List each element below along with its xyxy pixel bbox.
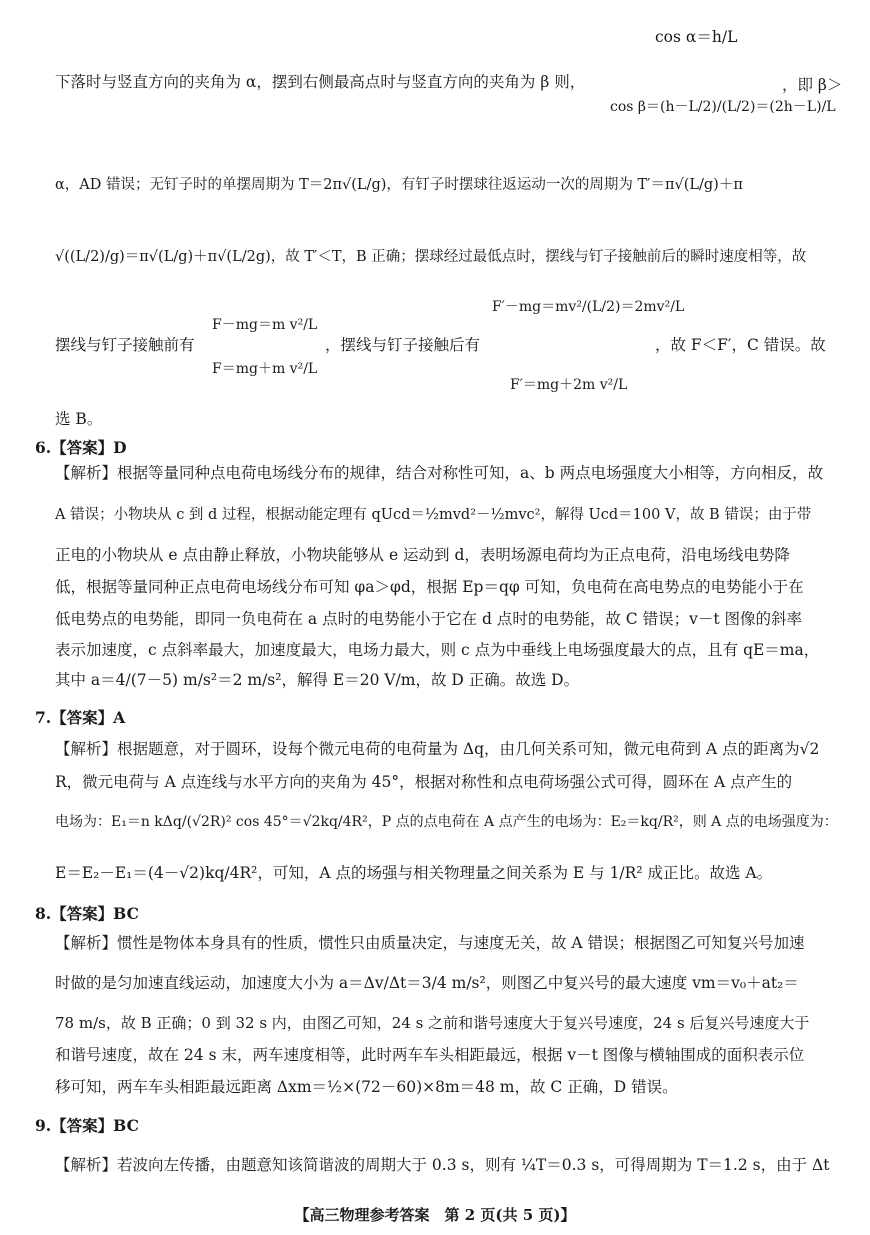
q5-line-2: α，AD 错误；无钉子时的单摆周期为 T＝2π√(L/g)，有钉子时摆球往返运动一次的周期为 T′＝π√(L/g)＋π: [55, 177, 743, 193]
q6-answer: 6.【答案】D: [35, 438, 127, 457]
q5-line-4a: 摆线与钉子接触前有: [55, 336, 195, 354]
q6-line-6: 表示加速度，c 点斜率最大，加速度最大，电场力最大，则 c 点为中垂线上电场强度最大的点，且有 qE＝ma，: [55, 641, 820, 659]
q7-line-1: 【解析】根据题意，对于圆环，设每个微元电荷的电荷量为 Δq，由几何关系可知，微元电荷到 A 点的距离为√2: [55, 740, 820, 758]
page-footer: 【高三物理参考答案 第 2 页(共 5 页)】: [294, 1206, 576, 1224]
eq-before-2: F＝mg＋m v²/L: [212, 361, 318, 377]
q5-line-4c: ，故 F＜F′，C 错误。故: [655, 336, 826, 354]
q8-line-5: 移可知，两车车头相距最远距离 Δxm＝½×(72－60)×8m＝48 m，故 C 正确，D 错误。: [55, 1078, 678, 1096]
q5-line-1: 下落时与竖直方向的夹角为 α，摆到右侧最高点时与竖直方向的夹角为 β 则，: [55, 73, 586, 91]
q8-line-1: 【解析】惯性是物体本身具有的性质，惯性只由质量决定，与速度无关，故 A 错误；根据图乙可知复兴号加速: [55, 934, 805, 952]
cos-beta-eq: cos β＝(h－L/2)/(L/2)＝(2h－L)/L: [610, 99, 836, 115]
q8-line-3: 78 m/s，故 B 正确；0 到 32 s 内，由图乙可知，24 s 之前和谐号速度大于复兴号速度，24 s 后复兴号速度大于: [55, 1014, 810, 1032]
q6-line-7: 其中 a＝4/(7－5) m/s²＝2 m/s²，解得 E＝20 V/m，故 D 正确。故选 D。: [55, 671, 580, 689]
q5-line-4b: ，摆线与钉子接触后有: [325, 336, 481, 354]
q7-line-4: E＝E₂－E₁＝(4－√2)kq/4R²，可知，A 点的场强与相关物理量之间关系为 E 与 1/R² 成正比。故选 A。: [55, 864, 773, 882]
eq-before-1: F－mg＝m v²/L: [212, 317, 318, 333]
eq-after-1: F′－mg＝mv²/(L/2)＝2mv²/L: [492, 299, 685, 315]
q8-line-4: 和谐号速度，故在 24 s 末，两车速度相等，此时两车车头相距最远，根据 v－t 图像与横轴围成的面积表示位: [55, 1046, 805, 1064]
q8-answer: 8.【答案】BC: [35, 904, 139, 923]
q5-beta-gt: ，即 β＞: [782, 76, 843, 94]
q6-line-5: 低电势点的电势能，即同一负电荷在 a 点时的电势能小于它在 d 点时的电势能，故 C 错误；v－t 图像的斜率: [55, 610, 803, 628]
q7-answer: 7.【答案】A: [35, 708, 126, 727]
q7-line-2: R，微元电荷与 A 点连线与水平方向的夹角为 45°，根据对称性和点电荷场强公式可得，圆环在 A 点产生的: [55, 773, 793, 791]
q7-line-3: 电场为：E₁＝n kΔq/(√2R)² cos 45°＝√2kq/4R²，P 点的点电荷在 A 点产生的电场为：E₂＝kq/R²，则 A 点的电场强度为：: [55, 814, 838, 830]
q6-line-3: 正电的小物块从 e 点由静止释放，小物块能够从 e 运动到 d，表明场源电荷均为正点电荷，沿电场线电势降: [55, 546, 790, 564]
eq-after-2: F′＝mg＋2m v²/L: [510, 377, 628, 393]
cos-alpha-eq: cos α＝h/L: [655, 28, 738, 46]
q5-line-3: √((L/2)/g)＝π√(L/g)＋π√(L/2g)，故 T′＜T，B 正确；摆球经过最低点时，摆线与钉子接触前后的瞬时速度相等，故: [55, 249, 807, 265]
q8-line-2: 时做的是匀加速直线运动，加速度大小为 a＝Δv/Δt＝3/4 m/s²，则图乙中复兴号的最大速度 vm＝v₀＋at₂＝: [55, 974, 799, 992]
q6-line-1: 【解析】根据等量同种点电荷电场线分布的规律，结合对称性可知，a、b 两点电场强度大小相等，方向相反，故: [55, 464, 824, 482]
q6-line-2: A 错误；小物块从 c 到 d 过程，根据动能定理有 qUcd＝½mvd²－½mvc²，解得 Ucd＝100 V，故 B 错误；由于带: [55, 507, 812, 523]
q5-line-5: 选 B。: [55, 410, 103, 428]
q6-line-4: 低，根据等量同种正点电荷电场线分布可知 φa＞φd，根据 Ep＝qφ 可知，负电荷在高电势点的电势能小于在: [55, 578, 804, 596]
q9-line-1: 【解析】若波向左传播，由题意知该简谐波的周期大于 0.3 s，则有 ¼T＝0.3 s，可得周期为 T＝1.2 s，由于 Δt: [55, 1156, 830, 1174]
q9-answer: 9.【答案】BC: [35, 1116, 139, 1135]
